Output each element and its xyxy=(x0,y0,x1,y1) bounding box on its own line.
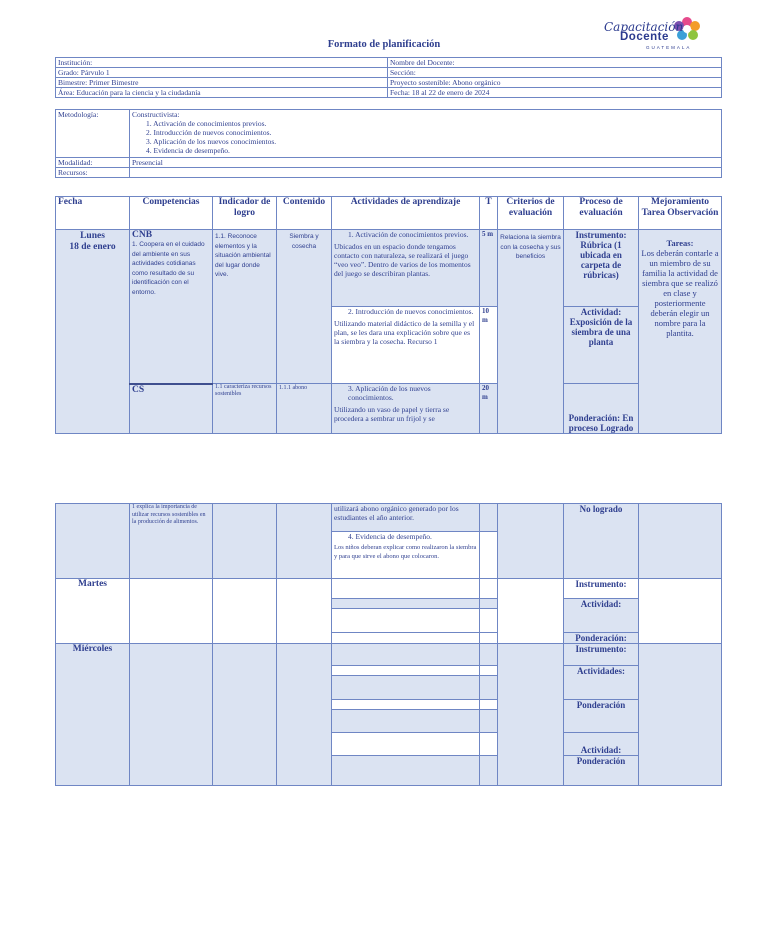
recursos-value xyxy=(130,168,722,178)
miercoles-date-cell: Miércoles xyxy=(56,644,130,786)
miercoles-time-row xyxy=(480,710,498,733)
header-tiempo: T xyxy=(480,197,498,230)
modalidad-label: Modalidad: xyxy=(56,158,130,168)
cs-indicador-cell: 1.1 caracteriza recursos sostenibles xyxy=(213,384,277,434)
planning-table-continued xyxy=(55,503,722,786)
logo xyxy=(598,14,706,48)
miercoles-activity-row xyxy=(332,700,480,710)
miercoles-time-row xyxy=(480,756,498,786)
martes-actividad: Actividad: xyxy=(564,599,639,633)
martes-date-cell: Martes xyxy=(56,579,130,644)
activity-3-continued: utilizará abono orgánico generado por los estudiantes el año anterior. xyxy=(332,504,480,532)
activity-3-text: Utilizando un vaso de papel y tierra se procedera a sembrar un frijol y se xyxy=(334,405,450,423)
miercoles-activity-row xyxy=(332,676,480,700)
no-logrado: No logrado xyxy=(564,504,639,579)
methodology-table xyxy=(55,109,722,178)
fecha-field: Fecha: 18 al 22 de enero de 2024 xyxy=(388,88,722,98)
activity-2-cell xyxy=(332,307,480,384)
contenido-cell: Siembra y cosecha xyxy=(277,230,332,384)
martes-activity-row xyxy=(332,609,480,633)
info-table xyxy=(55,57,722,98)
criterio-cell: Relaciona la siembra con la cosecha y sus beneficios xyxy=(498,230,564,434)
miercoles-competencias xyxy=(130,644,213,786)
miercoles-criterios xyxy=(498,644,564,786)
tareas-continued xyxy=(639,504,722,579)
activity-2-title: 2. Introducción de nuevos conocimientos. xyxy=(348,307,474,316)
lunes-day: Lunes xyxy=(80,231,105,241)
logo-line2: Docente xyxy=(620,31,669,43)
competencia-text: 1. Coopera en el cuidado del ambiente en sus actividades cotidianas como resultado de su identificación con el entorno. xyxy=(132,241,205,296)
time-2: 10 m xyxy=(480,307,498,384)
cs-indicador-continued: 1 explica la importancia de utilizar recursos sostenibles en la producción de alimentos. xyxy=(130,504,213,579)
seccion-field: Sección: xyxy=(388,68,722,78)
lunes-date-cell xyxy=(56,230,130,434)
miercoles-indicador xyxy=(213,644,277,786)
metodologia-content xyxy=(130,110,722,158)
header-proceso: Proceso de evaluación xyxy=(564,197,639,230)
miercoles-actividad-2: Actividad: xyxy=(564,733,639,756)
miercoles-ponderacion-2: Ponderación xyxy=(564,756,639,786)
martes-competencias xyxy=(130,579,213,644)
activity-4-title: 4. Evidencia de desempeño. xyxy=(348,532,432,541)
activity-4-text: Los niños deberan explicar como realizaron la siembra y para que sirve el abono que colocaron. xyxy=(334,544,477,560)
activity-4-cell xyxy=(332,532,480,579)
header-mejoramiento: Mejoramiento Tarea Observación xyxy=(639,197,722,230)
martes-activity-row xyxy=(332,633,480,644)
martes-time-row xyxy=(480,579,498,599)
logo-line1: Capacitación xyxy=(604,20,684,34)
miercoles-activity-row xyxy=(332,733,480,756)
miercoles-activity-row xyxy=(332,756,480,786)
activity-1-text: Ubicados en un espacio donde tengamos contacto con naturaleza, se realizará el juego “veo veo”. Dentro de varios de los momentos del juego se describiran plantas. xyxy=(334,242,471,278)
miercoles-activity-row xyxy=(332,644,480,666)
header-actividades: Actividades de aprendizaje xyxy=(332,197,480,230)
metodologia-step: 1. Activación de conocimientos previos. xyxy=(146,119,267,128)
indicador-continued xyxy=(213,504,277,579)
page-title: Formato de planificación xyxy=(327,39,441,50)
lunes-continued-date xyxy=(56,504,130,579)
instrumento-cell: Instrumento: Rúbrica (1 ubicada en carpeta de rúbricas) xyxy=(564,230,639,307)
planning-table xyxy=(55,196,722,434)
proyecto-field: Proyecto sostenible: Abono orgánico xyxy=(388,78,722,88)
activity-2-text: Utilizando material didáctico de la semilla y el plan, se les dara una explicación sobre que es la siembra y la cosecha. Recurso 1 xyxy=(334,319,475,346)
miercoles-mejoramiento xyxy=(639,644,722,786)
bimestre-field: Bimestre: Primer Bimestre xyxy=(56,78,388,88)
martes-criterios xyxy=(498,579,564,644)
cnb-label: CNB xyxy=(132,230,153,240)
martes-mejoramiento xyxy=(639,579,722,644)
area-field: Área: Educación para la ciencia y la ciudadanía xyxy=(56,88,388,98)
header-contenido: Contenido xyxy=(277,197,332,230)
grado-field: Grado: Párvulo 1 xyxy=(56,68,388,78)
martes-indicador xyxy=(213,579,277,644)
indicador-cell: 1.1. Reconoce elementos y la situación ambiental del lugar donde vive. xyxy=(213,230,277,384)
martes-time-row xyxy=(480,633,498,644)
miercoles-ponderacion-1: Ponderación xyxy=(564,700,639,733)
miercoles-time-row xyxy=(480,733,498,756)
martes-activity-row xyxy=(332,579,480,599)
time-3: 20 m xyxy=(480,384,498,434)
lunes-date: 18 de enero xyxy=(69,242,116,252)
actividad-cell: Actividad: Exposición de la siembra de una planta xyxy=(564,307,639,384)
criterio-continued xyxy=(498,504,564,579)
miercoles-time-row xyxy=(480,700,498,710)
cs-contenido-cell: 1.1.1 abono xyxy=(277,384,332,434)
recursos-label: Recursos: xyxy=(56,168,130,178)
activity-1-title: 1. Activación de conocimientos previos. xyxy=(348,230,469,239)
martes-instrumento: Instrumento: xyxy=(564,579,639,599)
ponderacion-cell: Ponderación: En proceso Logrado xyxy=(564,384,639,434)
miercoles-time-row xyxy=(480,666,498,676)
martes-time-row xyxy=(480,609,498,633)
header-competencias: Competencias xyxy=(130,197,213,230)
modalidad-value: Presencial xyxy=(130,158,722,168)
header-fecha: Fecha xyxy=(56,197,130,230)
tareas-cell xyxy=(639,230,722,434)
miercoles-activity-row xyxy=(332,666,480,676)
tareas-title: Tareas: xyxy=(666,238,694,248)
martes-ponderacion: Ponderación: xyxy=(564,633,639,644)
activity-1-cell xyxy=(332,230,480,307)
miercoles-actividades: Actividades: xyxy=(564,666,639,700)
tareas-text: Los deberán contarle a un miembro de su familia la actividad de siembra que se realizó en clase y posteriormente deberán elegir un nombre para la plantita. xyxy=(641,248,719,338)
martes-activity-row xyxy=(332,599,480,609)
time-4 xyxy=(480,532,498,579)
metodologia-step: 3. Aplicación de los nuevos conocimientos. xyxy=(146,137,277,146)
martes-time-row xyxy=(480,599,498,609)
institucion-field: Institución: xyxy=(56,58,388,68)
time-1: 5 m xyxy=(480,230,498,307)
header-criterios: Criterios de evaluación xyxy=(498,197,564,230)
docente-field: Nombre del Docente: xyxy=(388,58,722,68)
metodologia-title: Constructivista: xyxy=(132,110,180,119)
metodologia-step: 4. Evidencia de desempeño. xyxy=(146,146,230,155)
miercoles-activity-row xyxy=(332,710,480,733)
time-3-continued xyxy=(480,504,498,532)
activity-3-title: 3. Aplicación de los nuevos conocimientos. xyxy=(348,384,431,402)
miercoles-contenido xyxy=(277,644,332,786)
miercoles-time-row xyxy=(480,676,498,700)
competencia-cnb-cell xyxy=(130,230,213,384)
miercoles-instrumento: Instrumento: xyxy=(564,644,639,666)
header-indicador: Indicador de logro xyxy=(213,197,277,230)
contenido-continued xyxy=(277,504,332,579)
activity-3-cell xyxy=(332,384,480,434)
metodologia-step: 2. Introducción de nuevos conocimientos. xyxy=(146,128,272,137)
logo-line3: GUATEMALA xyxy=(646,45,692,50)
metodologia-label: Metodología: xyxy=(56,110,130,158)
cs-cell: CS xyxy=(130,384,213,434)
miercoles-time-row xyxy=(480,644,498,666)
martes-contenido xyxy=(277,579,332,644)
